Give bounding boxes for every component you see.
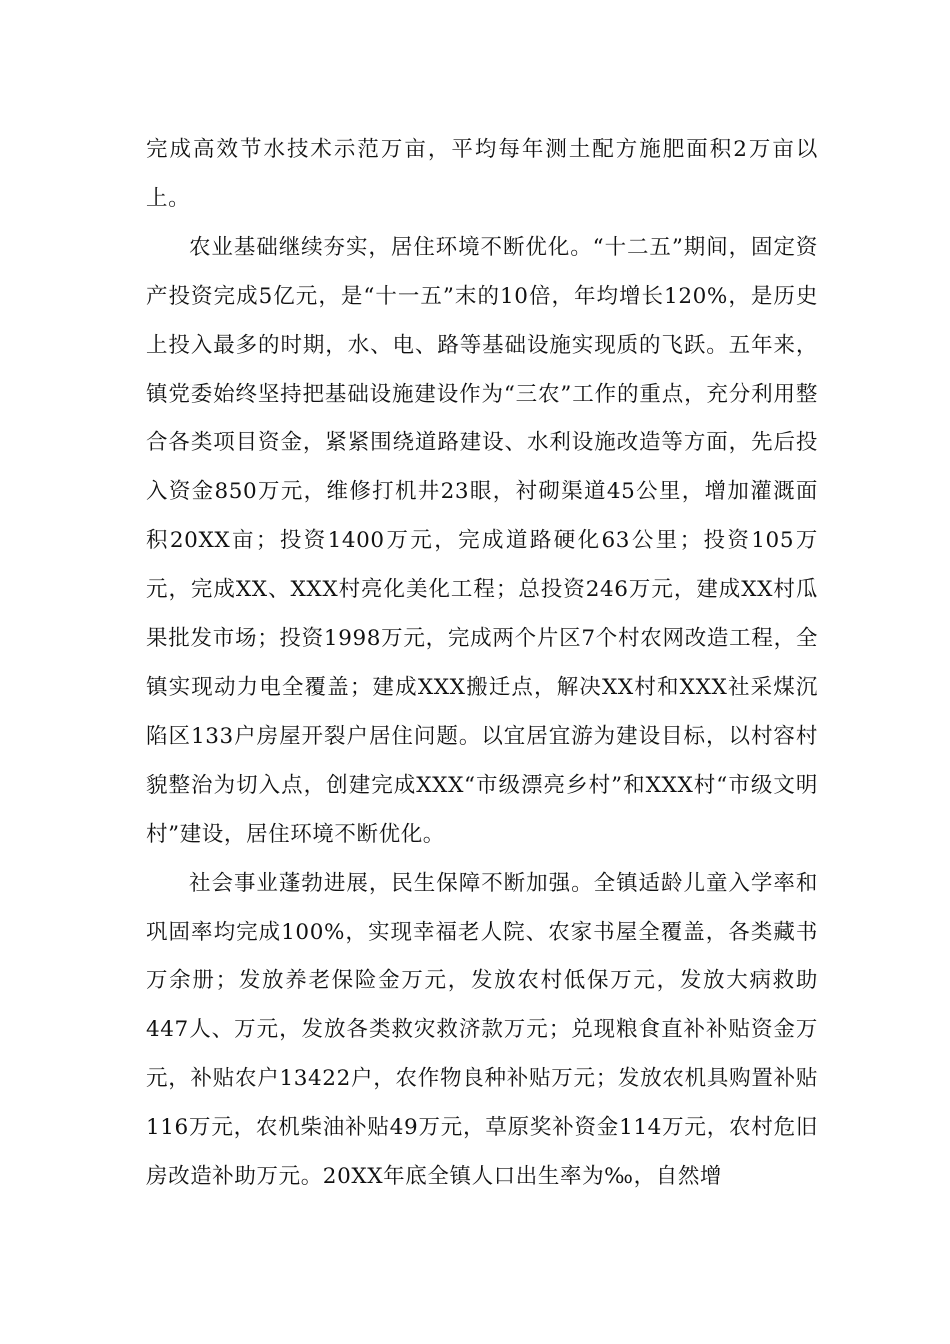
- paragraph-2: 农业基础继续夯实，居住环境不断优化。“十二五”期间，固定资产投资完成5亿元，是“十一五”末的10倍，年均增长120%，是历史上投入最多的时期，水、电、路等基础设施实现质的飞跃。五年来，镇党委始终坚持把基础设施建设作为“三农”工作的重点，充分利用整合各类项目资金，紧紧围绕道路建设、水利设施改造等方面，先后投入资金850万元，维修打机井23眼，衬砌渠道45公里，增加灌溉面积20XX亩；投资1400万元，完成道路硬化63公里；投资105万元，完成XX、XXX村亮化美化工程；总投资246万元，建成XX村瓜果批发市场；投资1998万元，完成两个片区7个村农网改造工程，全镇实现动力电全覆盖；建成XXX搬迁点，解决XX村和XXX社采煤沉陷区133户房屋开裂户居住问题。以宜居宜游为建设目标，以村容村貌整治为切入点，创建完成XXX“市级漂亮乡村”和XXX村“市级文明村”建设，居住环境不断优化。: [146, 234, 818, 847]
- document-body: [146, 126, 818, 1202]
- paragraph-3: 社会事业蓬勃进展，民生保障不断加强。全镇适龄儿童入学率和巩固率均完成100%，实现幸福老人院、农家书屋全覆盖，各类藏书万余册；发放养老保险金万元，发放农村低保万元，发放大病救助447人、万元，发放各类救灾救济款万元；兑现粮食直补补贴资金万元，补贴农户13422户，农作物良种补贴万元；发放农机具购置补贴116万元，农机柴油补贴49万元，草原奖补资金114万元，农村危旧房改造补助万元。20XX年底全镇人口出生率为‰，自然增: [146, 870, 818, 1190]
- paragraph-1: 完成高效节水技术示范万亩，平均每年测土配方施肥面积2万亩以上。: [146, 137, 818, 211]
